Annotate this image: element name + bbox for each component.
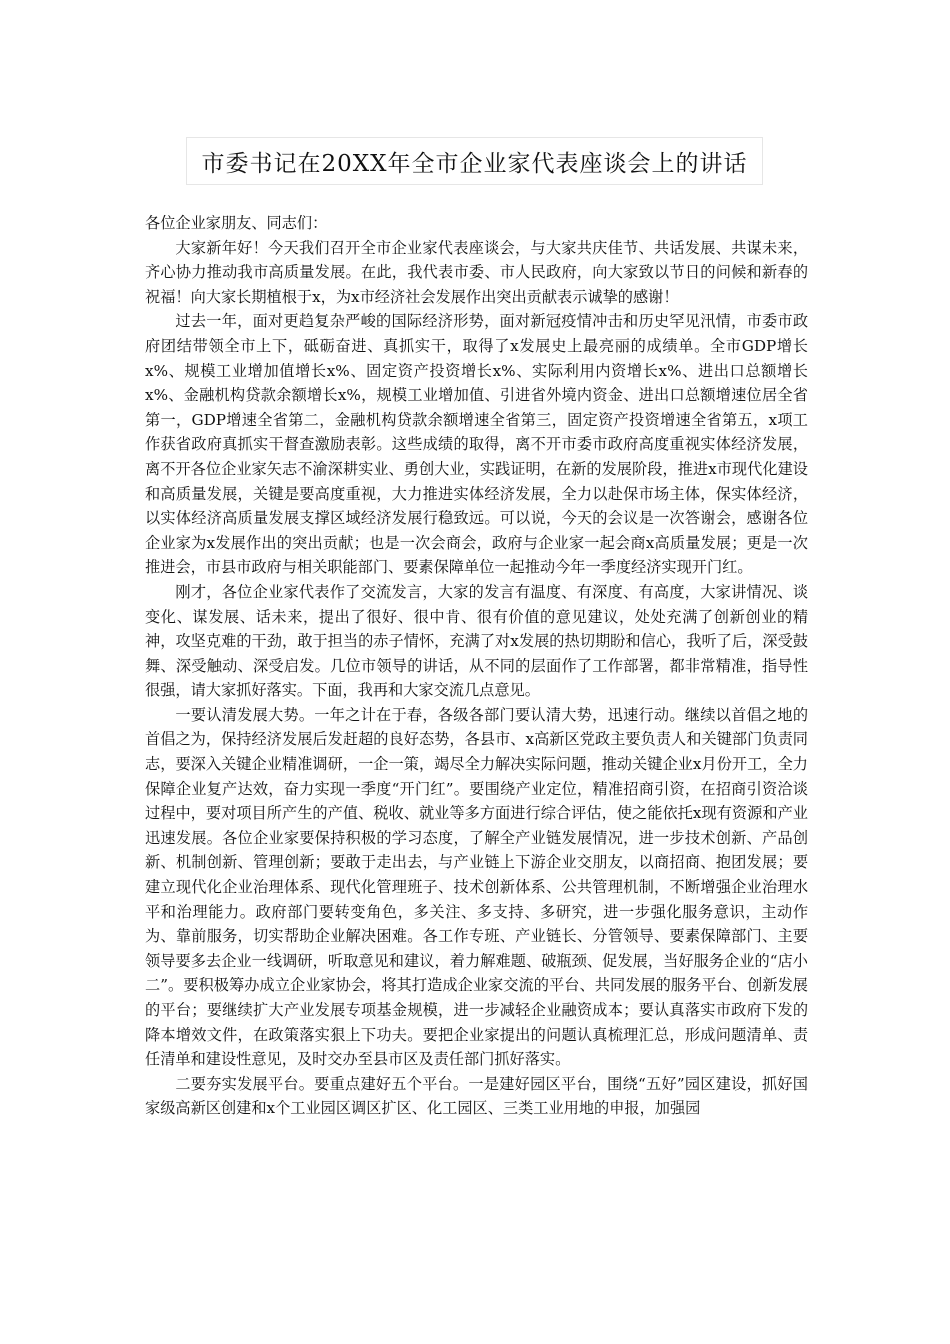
title-box [186, 137, 763, 185]
paragraph-exchange: 刚才，各位企业家代表作了交流发言，大家的发言有温度、有深度、有高度，大家讲情况、谈变化、谋发展、话未来，提出了很好、很中肯、很有价值的意见建议，处处充满了创新创业的精神，攻坚克难的干劲，敢于担当的赤子情怀，充满了对x发展的热切期盼和信心，我听了后，深受鼓舞、深受触动、深受启发。几位市领导的讲话，从不同的层面作了工作部署，都非常精准，指导性很强，请大家抓好落实。下面，我再和大家交流几点意见。 [145, 582, 808, 700]
document-title: 市委书记在20XX年全市企业家代表座谈会上的讲话 [201, 150, 748, 177]
paragraph-point-one: 一要认清发展大势。一年之计在于春，各级各部门要认清大势，迅速行动。继续以首倡之地的首倡之为，保持经济发展后发赶超的良好态势，各县市、x高新区党政主要负责人和关键部门负责同志，要深入关键企业精准调研，一企一策，竭尽全力解决实际问题，推动关键企业x月份开工，全力保障企业复产达效，奋力实现一季度“开门红”。要围绕产业定位，精准招商引资，在招商引资洽谈过程中，要对项目所产生的产值、税收、就业等多方面进行综合评估，使之能依托x现有资源和产业迅速发展。各位企业家要保持积极的学习态度，了解全产业链发展情况，进一步技术创新、产品创新、机制创新、管理创新；要敢于走出去，与产业链上下游企业交朋友，以商招商、抱团发展；要建立现代化企业治理体系、现代化管理班子、技术创新体系、公共管理机制，不断增强企业治理水平和治理能力。政府部门要转变角色，多关注、多支持、多研究，进一步强化服务意识，主动作为、靠前服务，切实帮助企业解决困难。各工作专班、产业链长、分管领导、要素保障部门、主要领导要多去企业一线调研，听取意见和建议，着力解难题、破瓶颈、促发展，当好服务企业的“店小二”。要积极筹办成立企业家协会，将其打造成企业家交流的平台、共同发展的服务平台、创新发展的平台；要继续扩大产业发展专项基金规模，进一步减轻企业融资成本；要认真落实市政府下发的降本增效文件，在政策落实狠上下功夫。要把企业家提出的问题认真梳理汇总，形成问题清单、责任清单和建设性意见，及时交办至县市区及责任部门抓好落实。 [145, 705, 808, 1069]
paragraph-point-two: 二要夯实发展平台。要重点建好五个平台。一是建好园区平台，围绕“五好”园区建设，抓好国家级高新区创建和x个工业园区调区扩区、化工园区、三类工业用地的申报，加强园 [145, 1074, 808, 1118]
paragraph-greeting: 大家新年好！今天我们召开全市企业家代表座谈会，与大家共庆佳节、共话发展、共谋未来，齐心协力推动我市高质量发展。在此，我代表市委、市人民政府，向大家致以节日的问候和新春的祝福！向大家长期植根于x，为x市经济社会发展作出突出贡献表示诚挚的感谢！ [145, 238, 808, 306]
document-body [145, 211, 808, 1121]
salutation: 各位企业家朋友、同志们： [145, 214, 328, 232]
paragraph-past-year: 过去一年，面对更趋复杂严峻的国际经济形势，面对新冠疫情冲击和历史罕见汛情，市委市政府团结带领全市上下，砥砺奋进、真抓实干，取得了x发展史上最亮丽的成绩单。全市GDP增长x%、规模工业增加值增长x%、固定资产投资增长x%、实际利用内资增长x%、进出口总额增长x%、金融机构贷款余额增长x%，规模工业增加值、引进省外境内资金、进出口总额增速位居全省第一，GDP增速全省第二，金融机构贷款余额增速全省第三，固定资产投资增速全省第五，x项工作获省政府真抓实干督查激励表彰。这些成绩的取得，离不开市委市政府高度重视实体经济发展，离不开各位企业家矢志不渝深耕实业、勇创大业，实践证明，在新的发展阶段，推进x市现代化建设和高质量发展，关键是要高度重视，大力推进实体经济发展，全力以赴保市场主体，保实体经济，以实体经济高质量发展支撑区域经济发展行稳致远。可以说，今天的会议是一次答谢会，感谢各位企业家为x发展作出的突出贡献；也是一次会商会，政府与企业家一起会商x高质量发展；更是一次推进会，市县市政府与相关职能部门、要素保障单位一起推动今年一季度经济实现开门红。 [145, 312, 808, 577]
